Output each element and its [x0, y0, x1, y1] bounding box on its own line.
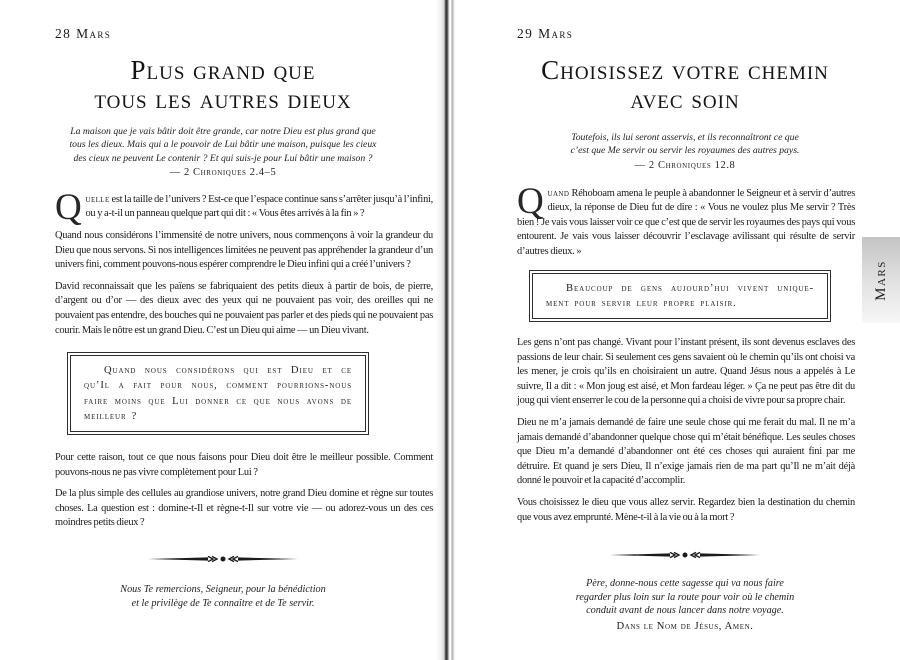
drop-cap: Q [55, 186, 82, 228]
prayer-line: conduit avant de nous lancer dans notre voyage. [586, 605, 784, 617]
body-paragraph: Vous choisissez le dieu que vous allez servir. Regardez bien la destination du chemin que vous avez emprunté. Mène-t-il à la vie ou à la mort ? [517, 496, 855, 523]
right-footer-column [520, 549, 850, 632]
prayer-line: et le privilège de Te connaître et de Te servir. [131, 597, 315, 609]
body-paragraph: Les gens n’ont pas changé. Vivant pour l’instant présent, ils sont devenus esclaves des passions de leur chair. Si seulement ces gens savaient où le chemin qu’ils ont choisi va les mener, je crois qu’ils en choisiraient un autre. Quand Jésus nous a appelés à Le suivre, Il a dit : « Mon joug est aisé, et Mon fardeau léger. » Ça ne peut pas être dit du joug qui vient enserrer le cou de la personne qui a choisi de vivre pour sa propre chair. [517, 336, 855, 407]
prayer-line: Père, donne-nous cette sagesse qui va nous faire [586, 578, 784, 590]
epigraph-line: tous les dieux. Mais qui a le pouvoir de Lui bâtir une maison, puisque les cieux [69, 139, 377, 151]
epigraph-line: La maison que je vais bâtir doit être grande, car notre Dieu est plus grand que [70, 126, 376, 137]
pull-quote-line: meilleur ? [84, 410, 138, 422]
scripture-epigraph [520, 131, 850, 158]
page-right [517, 0, 855, 632]
body-text [517, 336, 855, 525]
paragraph-text: Réhoboam amena le peuple à abandonner le Seigneur et à servir d’autres dieux, la réponse de Dieu fut de dire : « Vous ne voulez plus Me servir ? Très bien ! Je vais vous laisser voir ce que c’est que de servir les royaumes des pays qui vous entourent. Je vais vous laisser découvrir l’esclavage avilissant qui résulte de servir d’autres dieux. » [517, 187, 855, 257]
body-text [55, 451, 433, 531]
prayer-line: Nous Te remercions, Seigneur, pour la bénédiction [120, 584, 326, 596]
epigraph-line: c’est que Me servir ou servir les royaumes des autres pays. [570, 145, 800, 157]
month-tab-label: Mars [872, 259, 889, 301]
pull-quote-inner [532, 273, 828, 319]
epigraph-line: des cieux ne peuvent Le contenir ? Et qui suis-je pour Lui bâtir une maison ? [73, 152, 373, 164]
epigraph-line: Toutefois, ils lui seront asservis, et ils reconnaîtront ce que [571, 132, 799, 143]
lead-small-caps: uelle [85, 193, 110, 205]
pull-quote-inner [70, 355, 366, 432]
page-left [55, 0, 433, 610]
left-footer-column [58, 553, 388, 610]
body-paragraph: Pour cette raison, tout ce que nous faisons pour Dieu doit être le meilleur possible. Comment pouvons-nous ne pas vivre complètement pour Lui ? [55, 452, 433, 478]
paragraph-text: est la taille de l’univers ? Est-ce que l’espace continue sans s’arrêter jusqu’à l’infini, ou y a-t-il un panneau quelque part qui dit : « Vous êtes arrivés à la fin » ? [85, 193, 433, 220]
month-tab [862, 237, 900, 323]
devotional-title [520, 56, 850, 114]
body-paragraph [55, 186, 433, 228]
drop-cap: Q [517, 180, 544, 222]
title-line: Choisissez votre chemin [541, 55, 829, 85]
left-center-column [58, 56, 388, 178]
pull-quote-line: Beaucoup de gens aujourd’hui vivent unique- [566, 282, 814, 294]
lead-small-caps: uand [547, 187, 570, 199]
body-paragraph [517, 180, 855, 260]
title-line: avec soin [630, 84, 740, 114]
pull-quote-line: ment pour servir leur propre plaisir. [546, 297, 737, 309]
book-gutter [436, 0, 458, 660]
scripture-attribution: — 2 Chroniques 2.4–5 [169, 166, 277, 178]
closing-prayer [520, 577, 850, 618]
date-heading: 28 Mars [55, 26, 112, 41]
pull-quote-box [67, 352, 369, 435]
body-text [55, 186, 433, 338]
body-text [517, 180, 855, 260]
body-paragraph: David reconnaissait que les païens se fabriquaient des petits dieux à partir de bois, de pierre, d’argent ou d’or — des dieux avec des yeux qui ne pouvaient pas voir, des oreilles qui ne pouvaient pas entendre, des bouches qui ne pouvaient pas parler et des pieds qui ne pouvaient pas courir. Mais le nôtre est un grand Dieu. C’est un Dieu qui aime — un Dieu vivant. [55, 280, 433, 336]
pull-quote-line: qu’Il a fait pour nous, comment pourrions-nous [84, 380, 352, 392]
title-line: tous les autres dieux [94, 84, 352, 114]
section-divider-ornament [148, 553, 298, 565]
closing-prayer [58, 583, 388, 610]
right-center-column [520, 56, 850, 171]
section-divider-ornament [610, 549, 760, 561]
pull-quote-line: faire moins que Lui donner ce que nous avons de [84, 395, 352, 407]
amen-line: Dans le Nom de Jésus, Amen. [616, 620, 754, 632]
body-paragraph: De la plus simple des cellules au grandiose univers, notre grand Dieu domine et règne sur toutes choses. La question est : domine-t-Il et règne-t-Il sur votre vie — ou adorez-vous un des ces moindres petits dieux ? [55, 488, 433, 529]
body-paragraph: Quand nous considérons l’immensité de notre univers, nous commençons à voir la grandeur du Dieu que nous servons. Si nos intelligences limitées ne peuvent pas appréhender la grandeur d’un univers fini, comment pouvons-nous espérer comprendre le Dieu infini qui a créé l’univers ? [55, 230, 433, 271]
scripture-epigraph [58, 125, 388, 165]
date-heading: 29 Mars [517, 26, 574, 41]
scripture-attribution: — 2 Chroniques 12.8 [634, 159, 736, 171]
pull-quote-line: Quand nous considérons qui est Dieu et ce [104, 365, 352, 377]
body-paragraph: Dieu ne m’a jamais demandé de faire une seule chose qui me ferait du mal. Il ne m’a jamais demandé d’abandonner quelque chose qui m’était bénéfique. Les seules choses que Dieu m’a demandé d’abandonner ont été ces choses qui auraient fini par me détruire. Et quand je sers Dieu, Il n’exige jamais rien de ma part qu’Il ne m’ait déjà donné le pouvoir et la capacité d’accomplir. [517, 416, 855, 487]
prayer-line: regarder plus loin sur la route pour voir où le chemin [575, 591, 795, 603]
pull-quote-box [529, 270, 831, 322]
title-line: Plus grand que [130, 55, 316, 85]
devotional-title [58, 56, 388, 114]
